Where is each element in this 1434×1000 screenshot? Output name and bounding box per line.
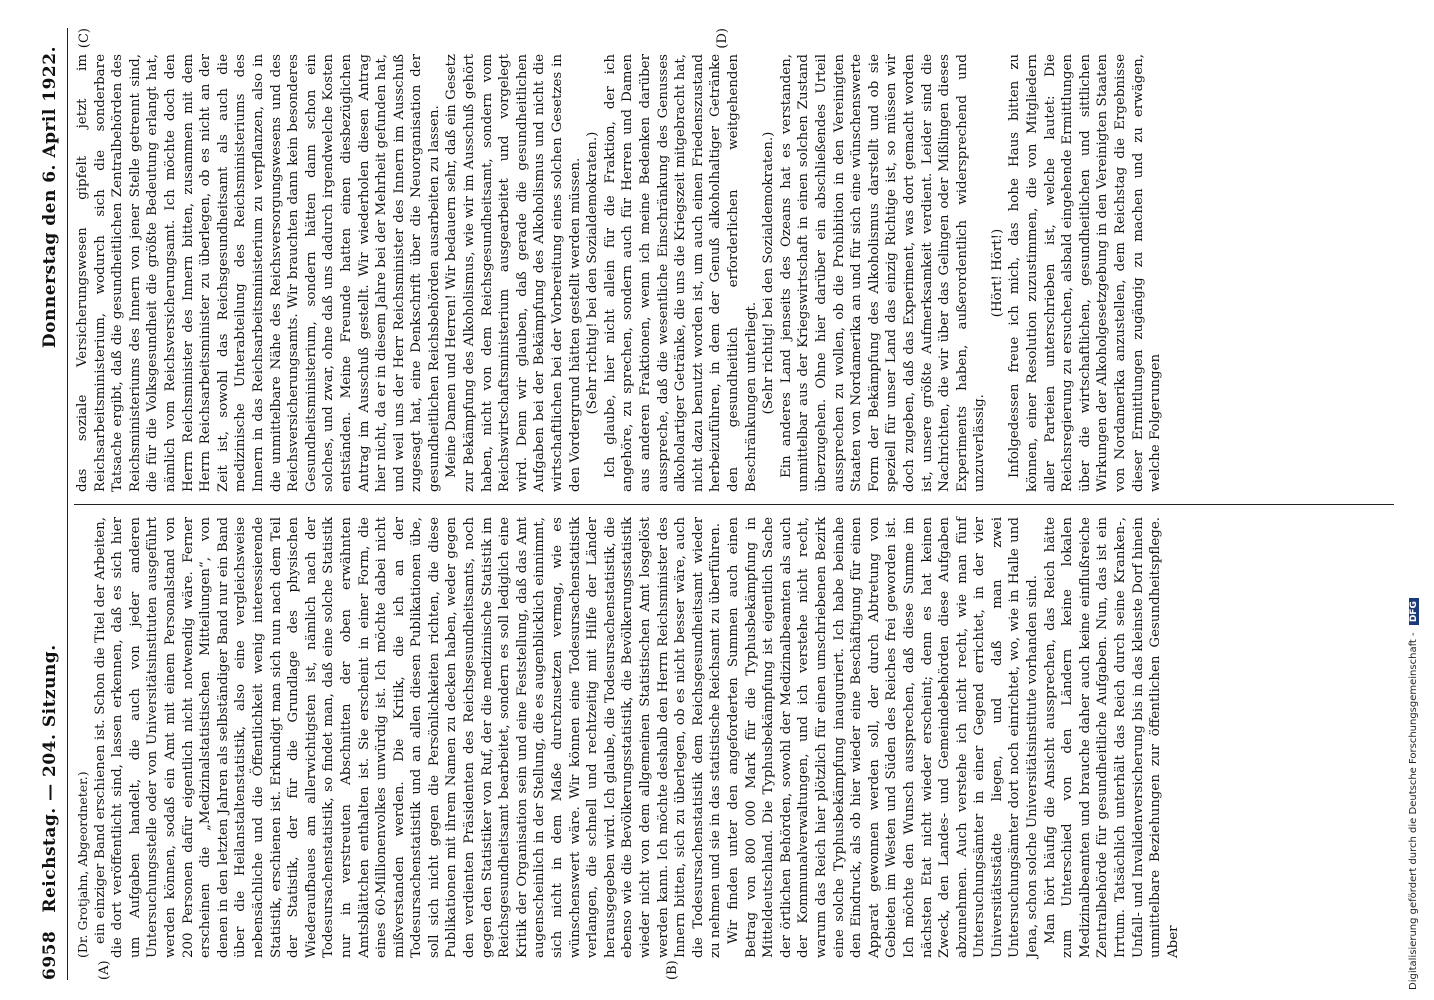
header-left-title: Reichstag. — 204. Sitzung.: [40, 644, 60, 913]
text-columns: [74, 28, 1394, 980]
left-paragraph: Wir finden unter den angeforderten Summen auch einen Betrag von 800 000 Mark für die Typhusbekämpfung in Mitteldeutschland. Die Typhusbekämpfung ist eigentlich Sache der örtlichen Behörden, sowohl der Medizinalbeamten als auch der Kommunalverwaltungen, und ich verstehe nicht recht, warum das Reich hier plötzlich für einen umschriebenen Bezirk eine solche Typhusbekämpfung inauguriert. Ich habe beinahe den Eindruck, als ob hier wieder eine Beschäftigung für einen Apparat gewonnen werden soll, der durch Abtretung von Gebieten im Westen und Süden des Reiches frei geworden ist. Ich möchte den Wunsch aussprechen, daß diese Summe im nächsten Etat nicht wieder erscheint; denn es hat keinen Zweck, den Landes- und Gemeindebehörden diese Aufgaben abzunehmen. Auch verstehe ich nicht recht, wie man fünf Untersuchungsämter in einer Gegend errichtet, in der vier Universitätsstädte liegen, und daß man zwei Untersuchungsämter dort noch einrichtet, wo, wie in Halle und Jena, schon solche Universitätsinstitute vorhanden sind.: [725, 517, 1041, 958]
right-paragraph: das soziale Versicherungswesen gipfelt jetzt im Reichsarbeitsministerium, wodurch sich die sonderbare Tatsache ergibt, daß die gesundheitlichen Zentralbehörden des Reichsministeriums des Innern von jener Stelle getrennt sind, die für die Volksgesundheit die größte Bedeutung erlangt hat, nämlich vom Reichsversicherungsamt. Ich möchte doch den Herrn Reichsminister des Innern bitten, zusammen mit dem Herrn Reichsarbeitsminister zu überlegen, ob es nicht an der Zeit ist, sowohl das Reichsgesundheitsamt als auch die medizinische Unterabteilung des Reichsministeriums des Innern in das Reichsarbeitsministerium zu verpflanzen, also in die unmittelbare Nähe des Reichsversorgungswesens und des Reichsversicherungsamts. Wir brauchten dann kein besonderes Gesundheitsministerium, sondern hätten dann schon ein solches, und zwar, ohne daß uns dadurch irgendwelche Kosten entständen. Meine Freunde hatten einen diesbezüglichen Antrag im Ausschuß gestellt. Wir wiederholen diesen Antrag hier nicht, da er in diesem Jahre bei der Mehrheit gefunden hat, und weil uns der Herr Reichsminister des Innern im Ausschuß zugesagt hat, eine Denkschrift über die Neuorganisation der gesundheitlichen Reichsbehörden ausarbeiten zu lassen.: [75, 54, 442, 492]
page-header: [40, 28, 68, 980]
right-paragraph: Ich glaube, hier nicht allein für die Fraktion, der ich angehöre, zu sprechen, sondern auch für Herren und Damen aus anderen Fraktionen, wenn ich meine Bedenken darüber ausspreche, daß die wesentliche Einschränkung des Genusses alkoholartiger Getränke, die uns die Kriegszeit mitgebracht hat, nicht dazu benutzt worden ist, um auch einen Friedenszustand herbeizuführen, in dem der Genuß alkoholhaltiger Getränke den gesundheitlich erforderlichen weitgehenden Beschränkungen unterliegt.: [602, 54, 759, 492]
credit-text-rotated: [1408, 10, 1419, 990]
right-paragraph: Meine Damen und Herren! Wir bedauern sehr, daß ein Gesetz zur Bekämpfung des Alkoholismus, wie wir im Ausschuß gehört haben, nicht von dem Reichsgesundheitsamt, sondern vom Reichswirtschaftsministerium ausgearbeitet und vorgelegt wird. Denn wir glauben, daß gerade die gesundheitlichen Aufgaben bei der Bekämpfung des Alkoholismus und nicht die wirtschaftlichen bei der Vorbereitung eines solchen Gesetzes in den Vordergrund hätten gestellt werden müssen.: [444, 54, 583, 492]
left-column: [74, 504, 1394, 980]
page-number: 6958: [40, 930, 60, 980]
margin-marker-c: (C): [77, 28, 92, 49]
margin-marker-b: (B): [665, 960, 680, 980]
margin-marker-a: (A): [97, 960, 112, 980]
interjection: (Hört! Hört!): [989, 228, 1005, 318]
left-paragraph: Man hört häufig die Ansicht aussprechen, das Reich hätte zum Unterschied von den Ländern keine lokalen Medizinalbeamten und brauche daher auch keine einflußreiche Zentralbehörde für gesundheitliche Aufgaben. Nun, das ist ein Irrtum. Tatsächlich unterhält das Reich durch seine Kranken-, Unfall- und Invalidenversicherung bis in das kleinste Dorf hinein unmittelbare Beziehungen zur öffentlichen Gesundheitspflege. Aber: [1042, 517, 1181, 958]
right-paragraph: Ein anderes Land jenseits des Ozeans hat es verstanden, unmittelbar aus der Kriegswirtschaft in einen solchen Zustand überzugehen. Ohne hier darüber ein abschließendes Urteil aussprechen zu wollen, ob die Prohibition in den Vereinigten Staaten von Nordamerika an und für sich eine wünschenswerte Form der Bekämpfung des Alkoholismus darstellt und ob sie speziell für unser Land das einzig Richtige ist, so müssen wir doch zugeben, daß das Experiment, was dort gemacht worden ist, unsere größte Aufmerksamkeit verdient. Leider sind die Nachrichten, die wir über das Gelingen oder Mißlingen dieses Experiments haben, außerordentlich widersprechend und unzuverlässig.: [778, 54, 988, 492]
digitization-credit: [1404, 10, 1430, 990]
left-paragraph: ein einziger Band erschienen ist. Schon die Titel der Arbeiten, die dort veröffentlicht sind, lassen erkennen, daß es sich hier um Aufgaben handelt, die auch von jeder anderen Untersuchungsstelle oder von Universitätsinstituten ausgeführt werden können, sodaß ein Amt mit einem Personalstand von 200 Personen dafür eigentlich nicht notwendig wäre. Ferner erscheinen die „Medizinalstatistischen Mitteilungen“, von denen in den letzten Jahren als selbständiger Band nur ein Band über die Heilanstaltenstatistik, also eine vergleichsweise nebensächliche und die Öffentlichkeit wenig interessierende Statistik, erschienen ist. Erkundigt man sich nun nach dem Teil der Statistik, der für die Grundlage des physischen Wiederaufbaues am allerwichtigsten ist, nämlich nach der Todesursachenstatistik, so findet man, daß eine solche Statistik nur in verstreuten Abschnitten der oben erwähnten Amtsblättchen enthalten ist. Sie erscheint in einer Form, die eines 60-Millionenvolkes unwürdig ist. Ich möchte dabei nicht mißverstanden werden. Die Kritik, die ich an der Todesursachenstatistik und an allen diesen Publikationen übe, soll sich nicht gegen die Persönlichkeiten richten, die diese Publikationen mit ihrem Namen zu decken haben, weder gegen den verdienten Präsidenten des Reichsgesundheitsamts, noch gegen den Statistiker von Ruf, der die medizinische Statistik im Reichsgesundheitsamt bearbeitet, sondern es soll lediglich eine Kritik der Organisation sein und eine Feststellung, daß das Amt augenscheinlich in der Stellung, die es augenblicklich einnimmt, sich nicht in dem Maße durchzusetzen vermag, wie es wünschenswert wäre. Wir können eine Todesursachenstatistik verlangen, die schnell und rechtzeitig mit Hilfe der Länder herausgegeben wird. Ich glaube, die Todesursachenstatistik, die ebenso wie die Bevölkerungsstatistik, die Bevölkerungsstatistik wieder nicht von dem allgemeinen Statistischen Amt losgelöst werden kann. Ich möchte deshalb den Herrn Reichsminister des Innern bitten, sich zu überlegen, ob es nicht besser wäre, auch die Todesursachenstatistik dem Reichsgesundheitsamt wieder zu nehmen und sie in das statistische Reichsamt zu überführen.: [92, 517, 724, 958]
header-right-title: Donnerstag den 6. April 1922.: [40, 46, 60, 349]
interjection: (Sehr richtig! bei den Sozialdemokraten.): [761, 131, 777, 415]
document-page: [30, 0, 1420, 1000]
dfg-logo: DFG: [1409, 598, 1419, 625]
rotated-page: [30, 0, 1420, 1000]
interjection: (Sehr richtig! bei den Sozialdemokraten.): [585, 131, 601, 415]
margin-marker-d: (D): [715, 28, 730, 49]
header-titles: [40, 28, 60, 931]
credit-text: Digitalisierung gefördert durch die Deutsche Forschungsgemeinschaft -: [1408, 632, 1419, 990]
right-paragraph: Infolgedessen freue ich mich, das hohe Haus bitten zu können, einer Resolution zuzustimmen, die von Mitgliedern aller Parteien unterschrieben ist, welche lautet: Die Reichsregierung zu ersuchen, alsbald eingehende Ermittlungen über die wirtschaftlichen, gesundheitlichen und sittlichen Wirkungen der Alkoholgesetzgebung in den Vereinigten Staaten von Nordamerika anzustellen, dem Reichstag die Ergebnisse dieser Ermittlungen zugängig zu machen und zu erwägen, welche Folgerungen: [1007, 54, 1164, 492]
right-column: [74, 28, 1394, 504]
speaker-line: (Dr. Grotjahn, Abgeordneter.): [75, 771, 90, 958]
